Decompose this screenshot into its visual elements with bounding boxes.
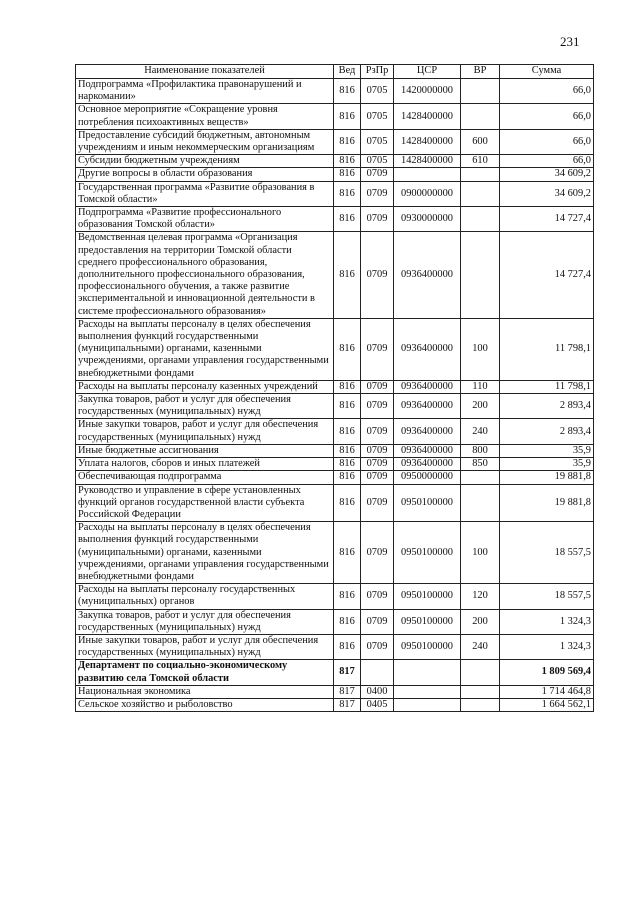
cell-csr: 0950100000 (394, 609, 461, 634)
cell-vr: 240 (461, 419, 500, 444)
cell-rzpr: 0705 (361, 155, 394, 168)
table-row (76, 484, 594, 522)
cell-vr: 800 (461, 444, 500, 457)
cell-rzpr: 0709 (361, 394, 394, 419)
cell-vr (461, 168, 500, 181)
cell-rzpr: 0709 (361, 634, 394, 659)
cell-vr: 100 (461, 318, 500, 380)
cell-name: Обеспечивающая подпрограмма (76, 471, 334, 484)
cell-rzpr: 0709 (361, 181, 394, 206)
cell-vr (461, 484, 500, 522)
cell-rzpr: 0709 (361, 232, 394, 318)
cell-sum: 19 881,8 (500, 471, 594, 484)
cell-csr: 0936400000 (394, 444, 461, 457)
cell-sum: 14 727,4 (500, 232, 594, 318)
cell-csr (394, 168, 461, 181)
cell-vr: 600 (461, 129, 500, 154)
table-row (76, 458, 594, 471)
cell-vr (461, 79, 500, 104)
table-row (76, 471, 594, 484)
cell-ved: 816 (334, 471, 361, 484)
cell-rzpr: 0705 (361, 129, 394, 154)
cell-sum: 14 727,4 (500, 207, 594, 232)
cell-csr: 0950100000 (394, 634, 461, 659)
cell-sum: 66,0 (500, 79, 594, 104)
cell-csr: 1428400000 (394, 155, 461, 168)
cell-ved: 816 (334, 318, 361, 380)
cell-rzpr: 0709 (361, 419, 394, 444)
cell-ved: 816 (334, 609, 361, 634)
cell-name: Расходы на выплаты персоналу в целях обеспечения выполнения функций государственными (муниципальными) органами, казенными учреждениями, органами управления государственными внебюджетными фондами (76, 522, 334, 584)
cell-rzpr (361, 660, 394, 685)
cell-csr: 0950000000 (394, 471, 461, 484)
cell-vr: 850 (461, 458, 500, 471)
cell-sum: 2 893,4 (500, 419, 594, 444)
cell-name: Закупка товаров, работ и услуг для обеспечения государственных (муниципальных) нужд (76, 609, 334, 634)
cell-vr (461, 181, 500, 206)
cell-rzpr: 0709 (361, 318, 394, 380)
cell-sum: 34 609,2 (500, 181, 594, 206)
cell-sum: 1 664 562,1 (500, 698, 594, 711)
cell-ved: 816 (334, 444, 361, 457)
header-csr: ЦСР (394, 65, 461, 79)
cell-csr: 0936400000 (394, 419, 461, 444)
cell-ved: 816 (334, 522, 361, 584)
cell-rzpr: 0400 (361, 685, 394, 698)
cell-csr: 0936400000 (394, 458, 461, 471)
table-row (76, 129, 594, 154)
cell-csr: 1420000000 (394, 79, 461, 104)
cell-vr: 610 (461, 155, 500, 168)
cell-rzpr: 0709 (361, 609, 394, 634)
table-row (76, 318, 594, 380)
cell-rzpr: 0709 (361, 584, 394, 609)
table-row (76, 79, 594, 104)
cell-vr (461, 471, 500, 484)
header-vr: ВР (461, 65, 500, 79)
cell-vr: 120 (461, 584, 500, 609)
cell-vr (461, 660, 500, 685)
cell-name: Национальная экономика (76, 685, 334, 698)
table-row (76, 522, 594, 584)
cell-sum: 35,9 (500, 458, 594, 471)
cell-vr: 100 (461, 522, 500, 584)
cell-name: Субсидии бюджетным учреждениям (76, 155, 334, 168)
cell-name: Расходы на выплаты персоналу казенных учреждений (76, 380, 334, 393)
cell-csr: 1428400000 (394, 129, 461, 154)
table-row (76, 394, 594, 419)
cell-sum: 11 798,1 (500, 318, 594, 380)
cell-rzpr: 0705 (361, 79, 394, 104)
cell-rzpr: 0709 (361, 458, 394, 471)
cell-rzpr: 0405 (361, 698, 394, 711)
table-row (76, 584, 594, 609)
cell-ved: 816 (334, 458, 361, 471)
cell-vr (461, 698, 500, 711)
budget-table (75, 64, 594, 712)
cell-name: Закупка товаров, работ и услуг для обеспечения государственных (муниципальных) нужд (76, 394, 334, 419)
cell-csr: 0936400000 (394, 394, 461, 419)
table-body (76, 79, 594, 712)
table-header-row (76, 65, 594, 79)
cell-rzpr: 0705 (361, 104, 394, 129)
cell-rzpr: 0709 (361, 168, 394, 181)
cell-rzpr: 0709 (361, 444, 394, 457)
cell-vr: 200 (461, 609, 500, 634)
cell-ved: 816 (334, 394, 361, 419)
header-sum: Сумма (500, 65, 594, 79)
table-row (76, 634, 594, 659)
cell-csr: 0930000000 (394, 207, 461, 232)
cell-ved: 816 (334, 181, 361, 206)
cell-ved: 816 (334, 207, 361, 232)
header-name: Наименование показателей (76, 65, 334, 79)
cell-csr (394, 698, 461, 711)
cell-vr: 240 (461, 634, 500, 659)
table-row (76, 168, 594, 181)
cell-csr (394, 660, 461, 685)
table-row (76, 660, 594, 685)
cell-ved: 816 (334, 79, 361, 104)
cell-sum: 1 714 464,8 (500, 685, 594, 698)
cell-csr: 0936400000 (394, 318, 461, 380)
cell-ved: 816 (334, 380, 361, 393)
cell-ved: 816 (334, 104, 361, 129)
cell-name: Сельское хозяйство и рыболовство (76, 698, 334, 711)
cell-sum: 66,0 (500, 129, 594, 154)
cell-name: Подпрограмма «Развитие профессионального образования Томской области» (76, 207, 334, 232)
table-row (76, 104, 594, 129)
cell-name: Иные закупки товаров, работ и услуг для обеспечения государственных (муниципальных) нужд (76, 634, 334, 659)
cell-vr (461, 685, 500, 698)
page-number: 231 (560, 34, 580, 49)
cell-sum: 19 881,8 (500, 484, 594, 522)
cell-vr (461, 104, 500, 129)
cell-sum: 1 324,3 (500, 634, 594, 659)
cell-name: Государственная программа «Развитие образования в Томской области» (76, 181, 334, 206)
cell-sum: 66,0 (500, 104, 594, 129)
cell-csr: 0936400000 (394, 380, 461, 393)
table-row (76, 380, 594, 393)
cell-vr: 200 (461, 394, 500, 419)
cell-ved: 816 (334, 584, 361, 609)
cell-rzpr: 0709 (361, 380, 394, 393)
cell-csr: 1428400000 (394, 104, 461, 129)
cell-name: Подпрограмма «Профилактика правонарушений и наркомании» (76, 79, 334, 104)
cell-rzpr: 0709 (361, 522, 394, 584)
cell-csr: 0950100000 (394, 484, 461, 522)
cell-name: Ведомственная целевая программа «Организация предоставления на территории Томской области среднего профессионального образования, дополнительного профессионального образования, профессионального обучения, а также развитие экспериментальной и инновационной деятельности в системе профессионального образования» (76, 232, 334, 318)
cell-sum: 66,0 (500, 155, 594, 168)
table-row (76, 232, 594, 318)
cell-ved: 816 (334, 484, 361, 522)
cell-csr: 0950100000 (394, 522, 461, 584)
table-row (76, 685, 594, 698)
table-row (76, 419, 594, 444)
cell-ved: 817 (334, 685, 361, 698)
table-row (76, 609, 594, 634)
cell-ved: 817 (334, 660, 361, 685)
cell-vr: 110 (461, 380, 500, 393)
cell-name: Уплата налогов, сборов и иных платежей (76, 458, 334, 471)
cell-name: Иные закупки товаров, работ и услуг для обеспечения государственных (муниципальных) нужд (76, 419, 334, 444)
cell-ved: 816 (334, 155, 361, 168)
table-row (76, 207, 594, 232)
header-rzpr: РзПр (361, 65, 394, 79)
cell-sum: 18 557,5 (500, 584, 594, 609)
cell-ved: 816 (334, 129, 361, 154)
cell-sum: 35,9 (500, 444, 594, 457)
cell-name: Департамент по социально-экономическому развитию села Томской области (76, 660, 334, 685)
table-row (76, 181, 594, 206)
cell-vr (461, 207, 500, 232)
cell-csr: 0950100000 (394, 584, 461, 609)
cell-sum: 1 324,3 (500, 609, 594, 634)
cell-sum: 2 893,4 (500, 394, 594, 419)
cell-name: Расходы на выплаты персоналу государственных (муниципальных) органов (76, 584, 334, 609)
cell-ved: 816 (334, 419, 361, 444)
cell-name: Основное мероприятие «Сокращение уровня потребления психоактивных веществ» (76, 104, 334, 129)
cell-sum: 11 798,1 (500, 380, 594, 393)
cell-csr: 0900000000 (394, 181, 461, 206)
cell-name: Расходы на выплаты персоналу в целях обеспечения выполнения функций государственными (муниципальными) органами, казенными учреждениями, органами управления государственными внебюджетными фондами (76, 318, 334, 380)
cell-sum: 1 809 569,4 (500, 660, 594, 685)
cell-name: Руководство и управление в сфере установленных функций органов государственной власти субъекта Российской Федерации (76, 484, 334, 522)
cell-sum: 34 609,2 (500, 168, 594, 181)
cell-csr: 0936400000 (394, 232, 461, 318)
cell-rzpr: 0709 (361, 484, 394, 522)
cell-csr (394, 685, 461, 698)
table-row (76, 444, 594, 457)
cell-ved: 816 (334, 168, 361, 181)
table-row (76, 155, 594, 168)
cell-ved: 816 (334, 232, 361, 318)
cell-name: Другие вопросы в области образования (76, 168, 334, 181)
cell-ved: 817 (334, 698, 361, 711)
cell-name: Иные бюджетные ассигнования (76, 444, 334, 457)
cell-rzpr: 0709 (361, 207, 394, 232)
cell-ved: 816 (334, 634, 361, 659)
cell-vr (461, 232, 500, 318)
cell-rzpr: 0709 (361, 471, 394, 484)
header-ved: Вед (334, 65, 361, 79)
cell-name: Предоставление субсидий бюджетным, автономным учреждениям и иным некоммерческим организациям (76, 129, 334, 154)
table-row (76, 698, 594, 711)
cell-sum: 18 557,5 (500, 522, 594, 584)
